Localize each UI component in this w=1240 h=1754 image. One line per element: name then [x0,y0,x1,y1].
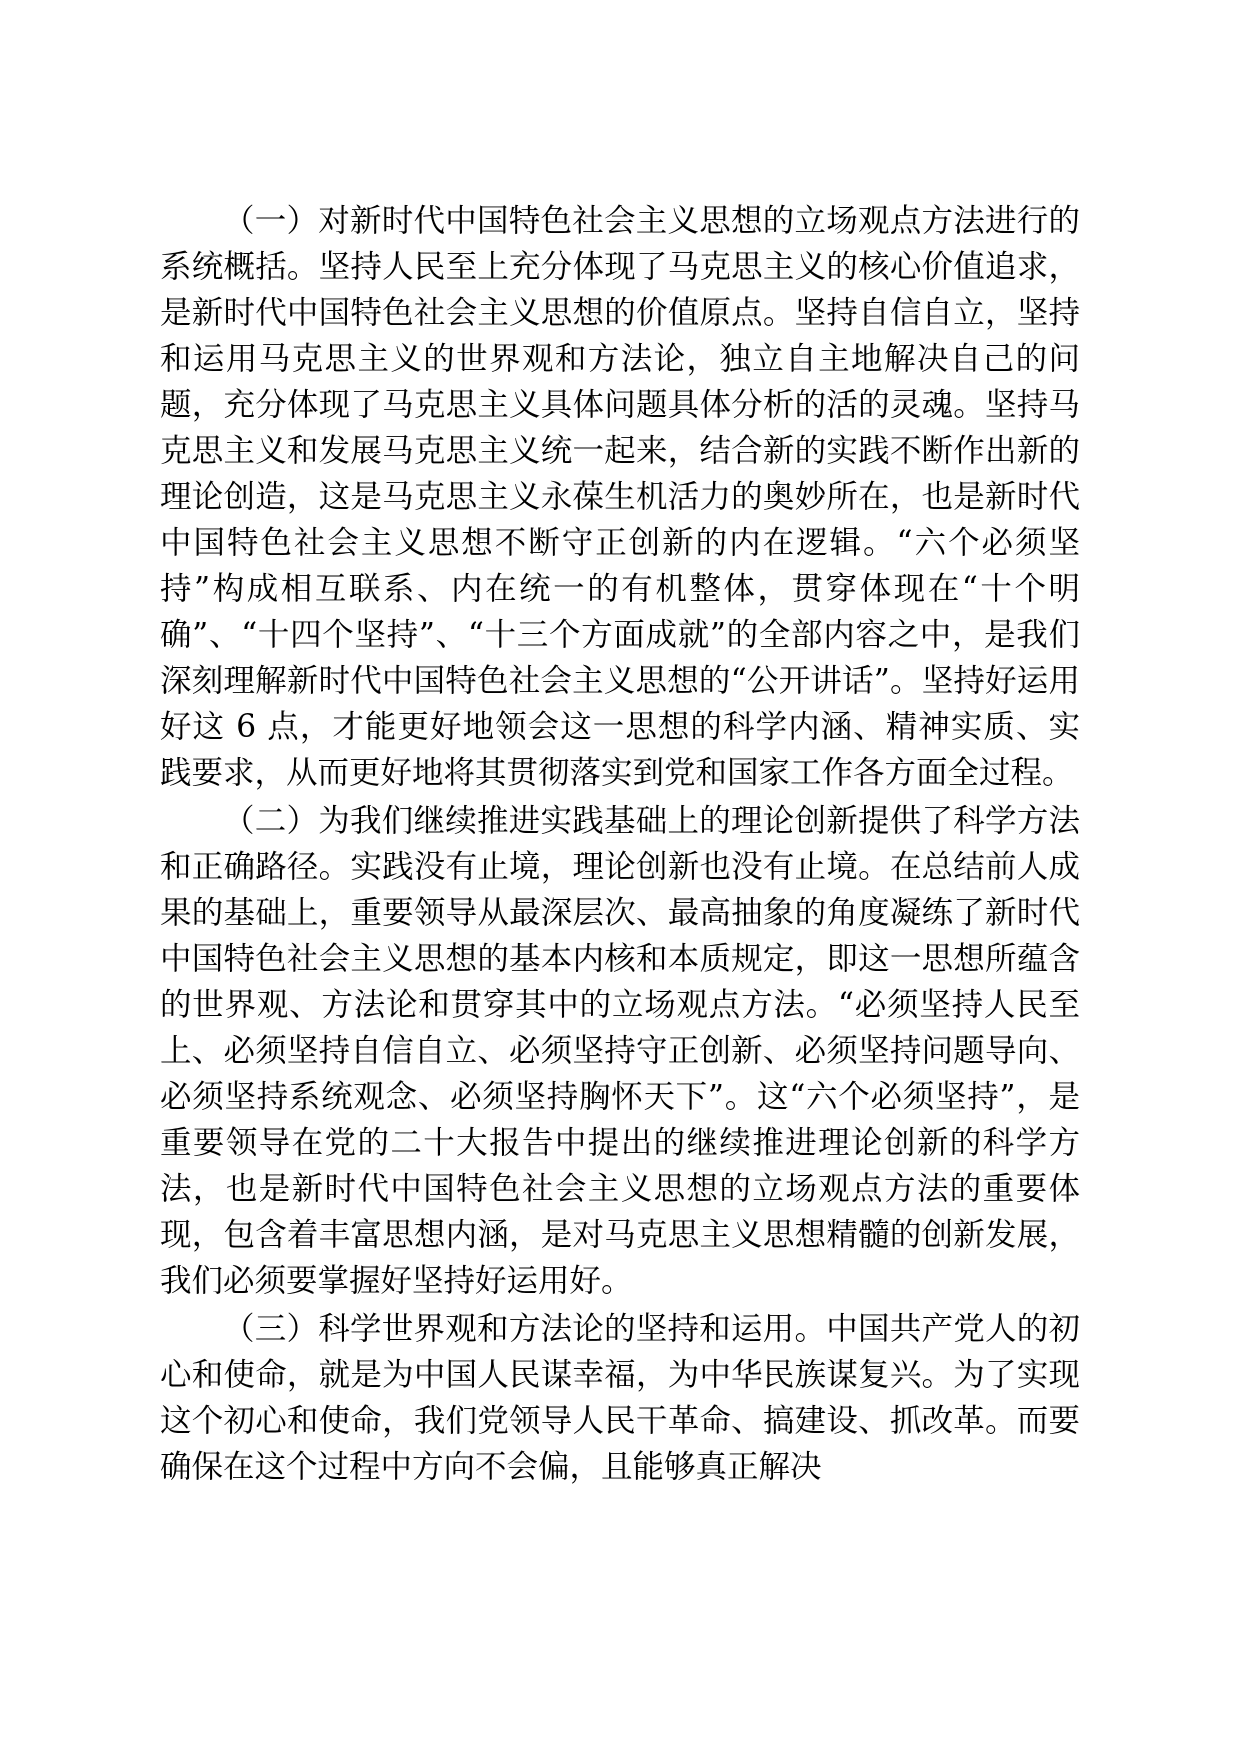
document-body [160,198,1080,1490]
paragraph-2: （二）为我们继续推进实践基础上的理论创新提供了科学方法和正确路径。实践没有止境，理论创新也没有止境。在总结前人成果的基础上，重要领导从最深层次、最高抽象的角度凝练了新时代中国特色社会主义思想的基本内核和本质规定，即这一思想所蕴含的世界观、方法论和贯穿其中的立场观点方法。“必须坚持人民至上、必须坚持自信自立、必须坚持守正创新、必须坚持问题导向、必须坚持系统观念、必须坚持胸怀天下”。这“六个必须坚持”，是重要领导在党的二十大报告中提出的继续推进理论创新的科学方法，也是新时代中国特色社会主义思想的立场观点方法的重要体现，包含着丰富思想内涵，是对马克思主义思想精髓的创新发展，我们必须要掌握好坚持好运用好。 [160,803,1080,1299]
paragraph-3: （三）科学世界观和方法论的坚持和运用。中国共产党人的初心和使命，就是为中国人民谋幸福，为中华民族谋复兴。为了实现这个初心和使命，我们党领导人民干革命、搞建设、抓改革。而要确保在这个过程中方向不会偏，且能够真正解决 [160,1311,1080,1485]
paragraph-1: （一）对新时代中国特色社会主义思想的立场观点方法进行的系统概括。坚持人民至上充分体现了马克思主义的核心价值追求，是新时代中国特色社会主义思想的价值原点。坚持自信自立，坚持和运用马克思主义的世界观和方法论，独立自主地解决自己的问题，充分体现了马克思主义具体问题具体分析的活的灵魂。坚持马克思主义和发展马克思主义统一起来，结合新的实践不断作出新的理论创造，这是马克思主义永葆生机活力的奥妙所在，也是新时代中国特色社会主义思想不断守正创新的内在逻辑。“六个必须坚持”构成相互联系、内在统一的有机整体，贯穿体现在“十个明确”、“十四个坚持”、“十三个方面成就”的全部内容之中，是我们深刻理解新时代中国特色社会主义思想的“公开讲话”。坚持好运用好这 6 点，才能更好地领会这一思想的科学内涵、精神实质、实践要求，从而更好地将其贯彻落实到党和国家工作各方面全过程。 [160,203,1080,791]
